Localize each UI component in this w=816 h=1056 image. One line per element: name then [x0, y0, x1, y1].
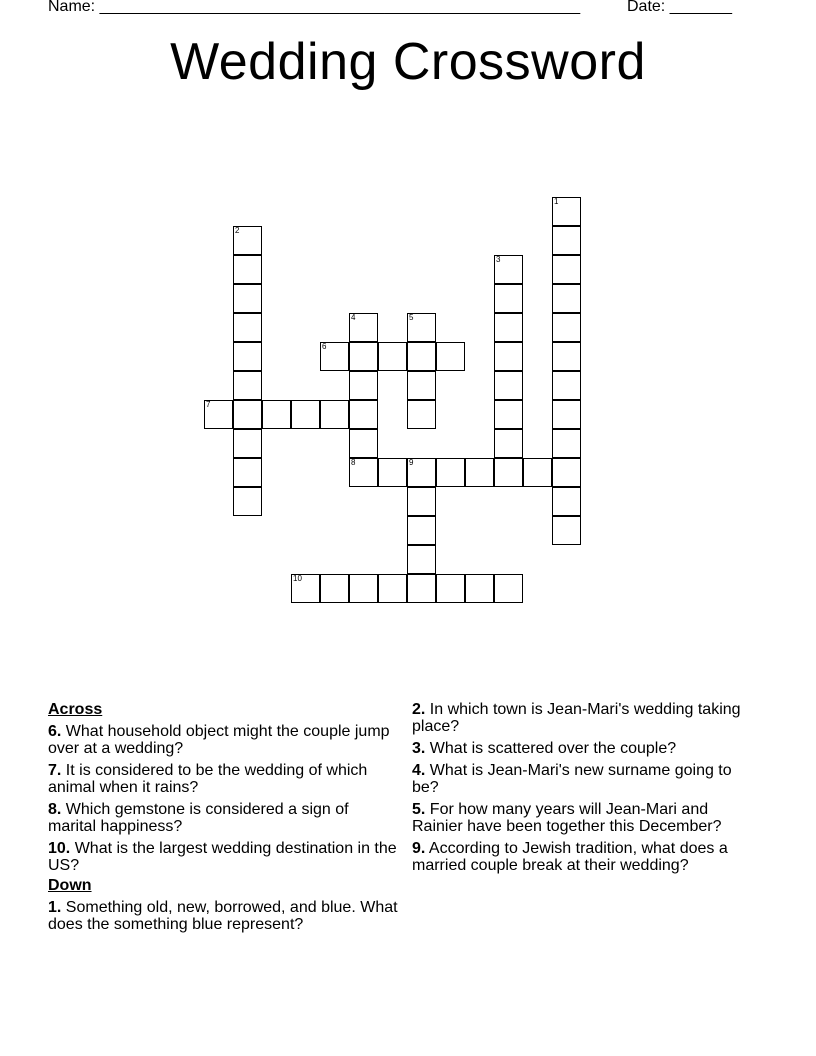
crossword-cell[interactable]: [320, 400, 349, 429]
crossword-cell[interactable]: [349, 400, 378, 429]
page-title: Wedding Crossword: [170, 33, 646, 91]
clue-number-label: 6: [322, 342, 327, 351]
crossword-cell[interactable]: [436, 574, 465, 603]
across-clue: [48, 840, 398, 874]
crossword-cell[interactable]: [407, 371, 436, 400]
clue-number: 5.: [412, 801, 426, 818]
across-heading: Across: [48, 701, 103, 718]
clue-text: In which town is Jean-Mari's wedding taking place?: [412, 701, 741, 735]
down-clue: [412, 801, 762, 835]
clue-text: It is considered to be the wedding of which animal when it rains?: [48, 762, 368, 796]
crossword-cell[interactable]: [233, 487, 262, 516]
clue-number-label: 8: [351, 458, 356, 467]
clue-number: 1.: [48, 899, 62, 916]
crossword-cell[interactable]: [378, 342, 407, 371]
name-field-label: Name: ______________________________________________________: [48, 0, 581, 15]
clue-number: 6.: [48, 723, 62, 740]
crossword-cell[interactable]: [349, 458, 378, 487]
crossword-cell[interactable]: [320, 574, 349, 603]
down-clue: [48, 899, 398, 933]
crossword-cell[interactable]: [233, 458, 262, 487]
crossword-cell[interactable]: [407, 313, 436, 342]
crossword-cell[interactable]: [349, 342, 378, 371]
crossword-cell[interactable]: [407, 545, 436, 574]
crossword-cell[interactable]: [233, 371, 262, 400]
crossword-cell[interactable]: [552, 255, 581, 284]
crossword-cell[interactable]: [552, 226, 581, 255]
crossword-cell[interactable]: [552, 284, 581, 313]
across-clue: [48, 801, 398, 835]
crossword-cell[interactable]: [233, 284, 262, 313]
crossword-cell[interactable]: [349, 429, 378, 458]
crossword-cell[interactable]: [233, 255, 262, 284]
crossword-cell[interactable]: [552, 487, 581, 516]
clue-number: 9.: [412, 840, 426, 857]
clue-number-label: 3: [496, 255, 501, 264]
crossword-cell[interactable]: [494, 284, 523, 313]
crossword-cell[interactable]: [494, 342, 523, 371]
crossword-cell[interactable]: [407, 342, 436, 371]
clue-text: According to Jewish tradition, what does a married couple break at their wedding?: [412, 840, 728, 874]
crossword-cell[interactable]: [494, 255, 523, 284]
clue-text: What is the largest wedding destination in the US?: [48, 840, 397, 874]
crossword-cell[interactable]: [494, 574, 523, 603]
crossword-cell[interactable]: [465, 574, 494, 603]
crossword-cell[interactable]: [552, 458, 581, 487]
clue-number: 10.: [48, 840, 71, 857]
clue-text: What household object might the couple jump over at a wedding?: [48, 723, 390, 757]
crossword-cell[interactable]: [262, 400, 291, 429]
crossword-cell[interactable]: [494, 400, 523, 429]
crossword-cell[interactable]: [349, 371, 378, 400]
clue-number: 7.: [48, 762, 62, 779]
crossword-cell[interactable]: [407, 516, 436, 545]
crossword-cell[interactable]: [349, 574, 378, 603]
crossword-cell[interactable]: [407, 400, 436, 429]
crossword-cell[interactable]: [552, 197, 581, 226]
clue-number-label: 1: [554, 197, 559, 206]
crossword-cell[interactable]: [407, 458, 436, 487]
clue-number: 8.: [48, 801, 62, 818]
crossword-cell[interactable]: [233, 313, 262, 342]
clue-number-label: 9: [409, 458, 414, 467]
clue-text: What is Jean-Mari's new surname going to be?: [412, 762, 732, 796]
crossword-cell[interactable]: [291, 574, 320, 603]
clue-number: 4.: [412, 762, 426, 779]
crossword-cell[interactable]: [552, 313, 581, 342]
crossword-cell[interactable]: [233, 429, 262, 458]
crossword-cell[interactable]: [552, 371, 581, 400]
down-clue: [412, 762, 762, 796]
clue-number-label: 7: [206, 400, 211, 409]
clue-number-label: 10: [293, 574, 302, 583]
crossword-cell[interactable]: [552, 429, 581, 458]
date-field-label: Date: _______: [627, 0, 732, 15]
crossword-cell[interactable]: [552, 516, 581, 545]
clues-left-column: [48, 701, 398, 938]
crossword-cell[interactable]: [494, 313, 523, 342]
crossword-cell[interactable]: [407, 574, 436, 603]
clue-number: 2.: [412, 701, 426, 718]
clue-number: 3.: [412, 740, 426, 757]
crossword-cell[interactable]: [378, 458, 407, 487]
down-clue: [412, 740, 762, 757]
crossword-cell[interactable]: [494, 458, 523, 487]
crossword-cell[interactable]: [465, 458, 494, 487]
crossword-cell[interactable]: [436, 458, 465, 487]
clue-text: Which gemstone is considered a sign of marital happiness?: [48, 801, 349, 835]
crossword-cell[interactable]: [233, 342, 262, 371]
crossword-cell[interactable]: [378, 574, 407, 603]
down-clue: [412, 840, 762, 874]
crossword-cell[interactable]: [233, 226, 262, 255]
across-clue: [48, 723, 398, 757]
crossword-cell[interactable]: [494, 429, 523, 458]
clue-number-label: 5: [409, 313, 414, 322]
clue-text: Something old, new, borrowed, and blue. What does the something blue represent?: [48, 899, 398, 933]
crossword-cell[interactable]: [523, 458, 552, 487]
crossword-cell[interactable]: [552, 342, 581, 371]
clue-number-label: 2: [235, 226, 240, 235]
crossword-cell[interactable]: [436, 342, 465, 371]
clue-text: What is scattered over the couple?: [429, 740, 677, 757]
crossword-cell[interactable]: [552, 400, 581, 429]
down-clue: [412, 701, 762, 735]
down-heading: Down: [48, 877, 92, 894]
crossword-cell[interactable]: [320, 342, 349, 371]
crossword-cell[interactable]: [233, 400, 262, 429]
crossword-cell[interactable]: [494, 371, 523, 400]
crossword-cell[interactable]: [291, 400, 320, 429]
across-clue: [48, 762, 398, 796]
clue-number-label: 4: [351, 313, 356, 322]
crossword-cell[interactable]: [349, 313, 378, 342]
clues-right-column: [412, 701, 762, 879]
clue-text: For how many years will Jean-Mari and Rainier have been together this December?: [412, 801, 722, 835]
crossword-cell[interactable]: [407, 487, 436, 516]
crossword-cell[interactable]: [204, 400, 233, 429]
